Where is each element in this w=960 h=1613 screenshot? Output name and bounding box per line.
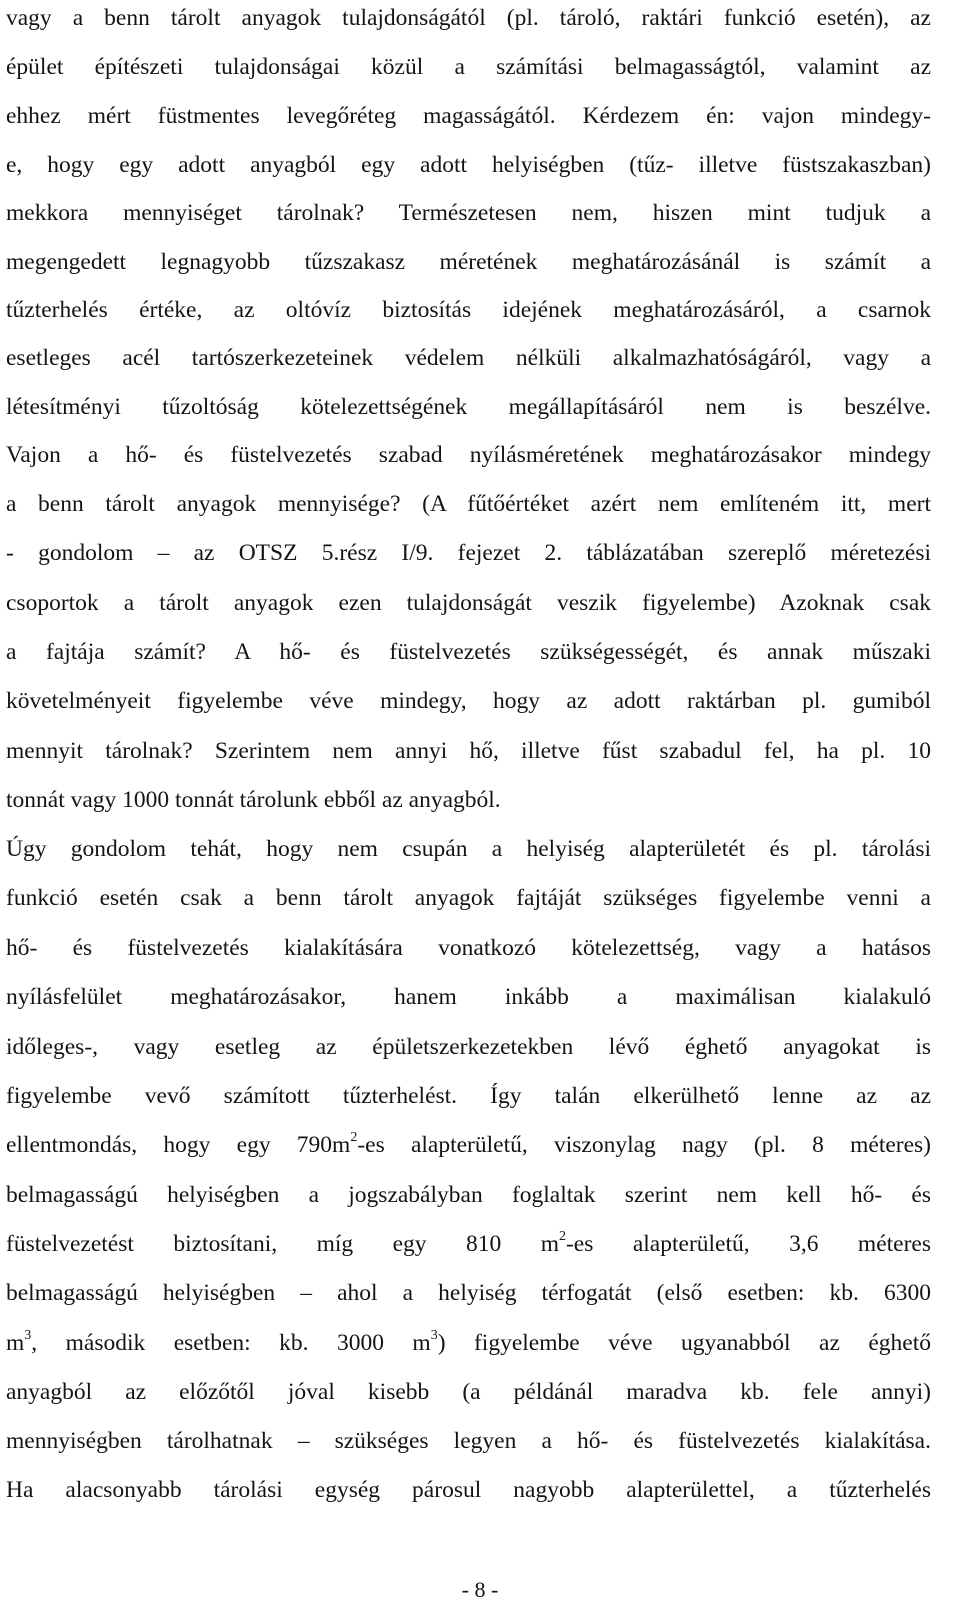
- text-line: - gondolom – az OTSZ 5.rész I/9. fejezet 2. táblázatában szereplő méretezési: [6, 540, 931, 566]
- text-line: tűzterhelés értéke, az oltóvíz biztosítás idejének meghatározásáról, a csarnok: [6, 297, 931, 323]
- text-line: figyelembe vevő számított tűzterhelést. Így talán elkerülhető lenne az az: [6, 1083, 931, 1109]
- text-line: épület építészeti tulajdonságai közül a számítási belmagasságtól, valamint az: [6, 54, 931, 80]
- text-line: mennyit tárolnak? Szerintem nem annyi hő, illetve fűst szabadul fel, ha pl. 10: [6, 738, 931, 764]
- text-line: belmagasságú helyiségben – ahol a helyiség térfogatát (első esetben: kb. 6300: [6, 1280, 931, 1306]
- text-line: Ha alacsonyabb tárolási egység párosul nagyobb alapterülettel, a tűzterhelés: [6, 1477, 931, 1503]
- text-line: követelményeit figyelembe véve mindegy, hogy az adott raktárban pl. gumiból: [6, 688, 931, 714]
- text-line: létesítményi tűzoltóság kötelezettségének megállapításáról nem is beszélve.: [6, 394, 931, 420]
- text-line: esetleges acél tartószerkezeteinek védelem nélküli alkalmazhatóságáról, vagy a: [6, 345, 931, 371]
- text-line: időleges-, vagy esetleg az épületszerkezetekben lévő éghető anyagokat is: [6, 1034, 931, 1060]
- text-line: megengedett legnagyobb tűzszakasz méretének meghatározásánál is számít a: [6, 249, 931, 275]
- text-line: ellentmondás, hogy egy $790m^2-es$ alapterületű, viszonylag nagy (pl. 8 méteres): [6, 1130, 932, 1158]
- text-line: hő- és füstelvezetés kialakítására vonatkozó kötelezettség, vagy a hatásos: [6, 935, 931, 961]
- text-line: vagy a benn tárolt anyagok tulajdonságától (pl. tároló, raktári funkció esetén), az: [6, 5, 931, 31]
- text-line: belmagasságú helyiségben a jogszabályban foglaltak szerint nem kell hő- és: [6, 1182, 931, 1208]
- text-line: a fajtája számít? A hő- és füstelvezetés szükségességét, és annak műszaki: [6, 639, 931, 665]
- text-line: nyílásfelület meghatározásakor, hanem inkább a maximálisan kialakuló: [6, 984, 931, 1010]
- text-line: Vajon a hő- és füstelvezetés szabad nyílásméretének meghatározásakor mindegy: [6, 442, 931, 468]
- text-line: $m^3$, második esetben: kb. 3000 $m^3$) figyelembe véve ugyanabból az éghető: [6, 1328, 931, 1356]
- text-line: füstelvezetést biztosítani, míg egy 810 $m^2-es$ alapterületű, 3,6 méteres: [6, 1229, 931, 1257]
- text-line: e, hogy egy adott anyagból egy adott helyiségben (tűz- illetve füstszakaszban): [6, 152, 931, 178]
- text-line: ehhez mért füstmentes levegőréteg magasságától. Kérdezem én: vajon mindegy-: [6, 103, 931, 129]
- text-line: mennyiségben tárolhatnak – szükséges legyen a hő- és füstelvezetés kialakítása.: [6, 1428, 931, 1454]
- text-line: anyagból az előzőtől jóval kisebb (a példánál maradva kb. fele annyi): [6, 1379, 931, 1405]
- text-line: csoportok a tárolt anyagok ezen tulajdonságát veszik figyelembe) Azoknak csak: [6, 590, 931, 616]
- text-line: funkció esetén csak a benn tárolt anyagok fajtáját szükséges figyelembe venni a: [6, 885, 931, 911]
- text-line: Úgy gondolom tehát, hogy nem csupán a helyiség alapterületét és pl. tárolási: [6, 836, 931, 862]
- text-line: tonnát vagy 1000 tonnát tárolunk ebből az anyagból.: [6, 787, 501, 813]
- text-line: a benn tárolt anyagok mennyisége? (A fűtőértéket azért nem említeném itt, mert: [6, 491, 931, 517]
- text-line: mekkora mennyiséget tárolnak? Természetesen nem, hiszen mint tudjuk a: [6, 200, 931, 226]
- page-number: - 8 -: [461, 1577, 499, 1602]
